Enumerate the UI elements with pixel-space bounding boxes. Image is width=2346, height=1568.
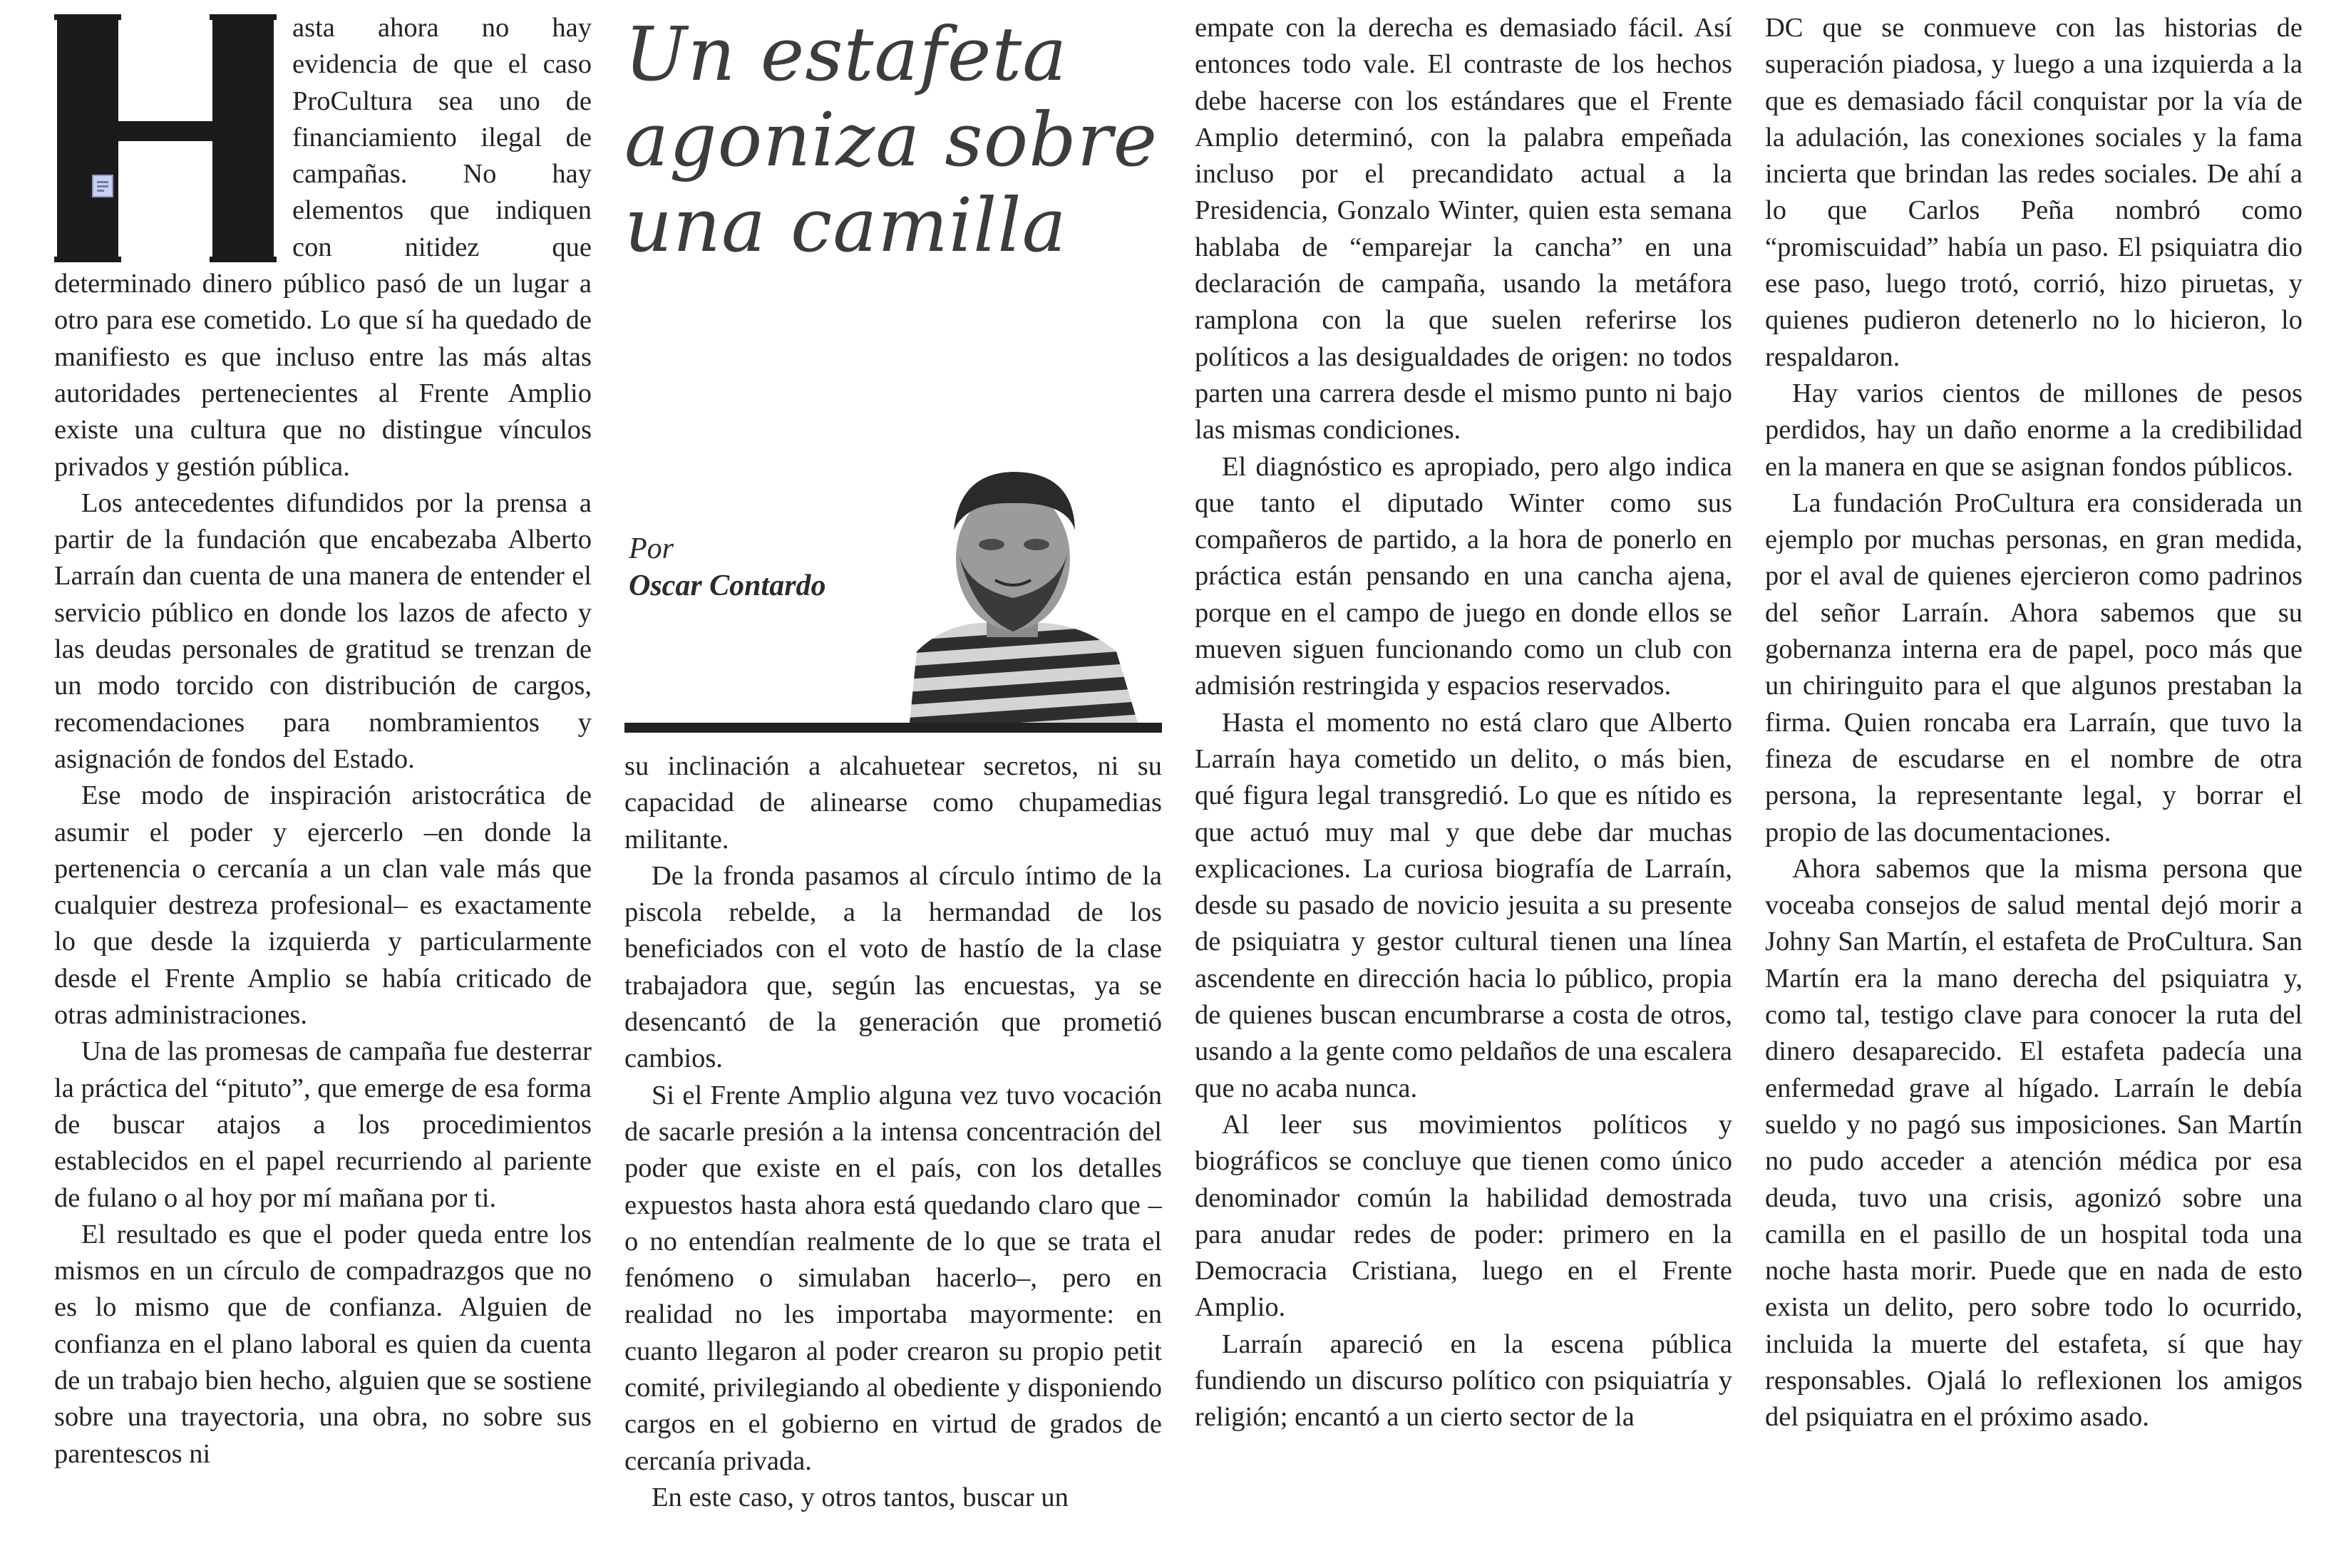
paragraph: En este caso, y otros tantos, buscar un: [652, 1482, 1069, 1512]
paragraph: La fundación ProCultura era considerada un ejemplo por muchas personas, en gran medida, por el aval de quienes ejercieron como padrinos del señor Larraín. Ahora sabemos que su gobernanza interna era de papel, poco más que un chiringuito para el que algunos prestaban la firma. Quien roncaba era Larraín, que tuvo la fineza de escudarse en el nombre de otra persona, la representante legal, y borrar el propio de las documentaciones.: [1765, 488, 2303, 847]
byline-prefix: Por: [629, 532, 674, 565]
author-name: Oscar Contardo: [629, 569, 826, 602]
article-column-1: [54, 10, 592, 1560]
article-column-2: [624, 10, 1162, 1560]
paragraph: Si el Frente Amplio alguna vez tuvo vocación de sacarle presión a la intensa concentración del poder que existe en el país, con los detalles expuestos hasta ahora está quedando claro que –o no entendían realmente de lo que se trata el fenómeno o simulaban hacerlo–, pero en realidad no les importaba mayormente: en cuanto llegaron al poder crearon su propio petit comité, privilegiando al obediente y disponiendo cargos en el gobierno en virtud de grados de cercanía privada.: [624, 1080, 1162, 1476]
paragraph: Larraín apareció en la escena pública fundiendo un discurso político con psiquiatría y religión; encantó a un cierto sector de la: [1195, 1329, 1732, 1433]
author-block: [624, 231, 1162, 748]
paragraph: asta ahora no hay evidencia de que el caso ProCultura sea uno de financiamiento ilegal de campañas. No hay elementos que indiquen con nitidez que determinado dinero público pasó de un lugar a otro para ese cometido. Lo que sí ha quedado de manifiesto es que incluso entre las más altas autoridades pertenecientes al Frente Amplio existe una cultura que no distingue vínculos privados y gestión pública.: [54, 13, 592, 482]
article-column-4: [1765, 10, 2303, 1560]
paragraph: DC que se conmueve con las historias de superación piadosa, y luego a una izquierda a la que es demasiado fácil conquistar por la vía de la adulación, las conexiones sociales y la fama incierta que brindan las redes sociales. De ahí a lo que Carlos Peña nombró como “promiscuidad” había un paso. El psiquiatra dio ese paso, luego trotó, corrió, hizo piruetas, y quienes pudieron detenerlo no lo hicieron, lo respaldaron.: [1765, 13, 2303, 372]
drop-cap-h: [54, 14, 277, 265]
paragraph: Una de las promesas de campaña fue desterrar la práctica del “pituto”, que emerge de esa forma de buscar atajos a los procedimientos establecidos en el papel recurriendo al pariente de fulano o al hoy por mí mañana por ti.: [54, 1036, 592, 1213]
paragraph: Los antecedentes difundidos por la prensa a partir de la fundación que encabezaba Alberto Larraín dan cuenta de una manera de entender el servicio público en donde los lazos de afecto y las deudas personales de gratitud se trenzan de un modo torcido con distribución de cargos, recomendaciones para nombramientos y asignación de fondos del Estado.: [54, 488, 592, 774]
headline-block: [624, 10, 1162, 269]
paragraph: su inclinación a alcahuetear secretos, ni su capacidad de alinearse como chupamedias militante.: [624, 751, 1162, 855]
paragraph: El diagnóstico es apropiado, pero algo indica que tanto el diputado Winter como sus compañeros de partido, a la hora de ponerlo en práctica están pensando en una cancha ajena, porque en el campo de juego en donde ellos se mueven siguen funcionando como un club con admisión restringida y espacios reservados.: [1195, 451, 1732, 701]
paragraph: Ese modo de inspiración aristocrática de asumir el poder y ejercerlo –en donde la pertenencia o cercanía a un clan vale más que cualquier destreza profesional– es exactamente lo que desde la izquierda y particularmente desde el Frente Amplio se había criticado de otras administraciones.: [54, 780, 592, 1031]
paragraph: El resultado es que el poder queda entre los mismos en un círculo de compadrazgos que no es lo mismo que de confianza. Alguien de confianza en el plano laboral es quien da cuenta de un trabajo bien hecho, alguien que se sostiene sobre una trayectoria, una obra, no sobre sus parentescos ni: [54, 1219, 592, 1469]
headline: Un estafeta agoniza sobre una camilla: [624, 11, 1158, 269]
paragraph: Hasta el momento no está claro que Alberto Larraín haya cometido un delito, o más bien, qué figura legal transgredió. Lo que es nítido es que actuó muy mal y que debe dar muchas explicaciones. La curiosa biografía de Larraín, desde su pasado de novicio jesuita a su presente de psiquiatra y gestor cultural tienen una línea ascendente en dirección hacia lo público, propia de quienes buscan encumbrarse a costa de otros, usando a la gente como peldaños de una escalera que no acaba nunca.: [1195, 707, 1732, 1103]
divider-rule: [624, 723, 1162, 733]
paragraph: Hay varios cientos de millones de pesos perdidos, hay un daño enorme a la credibilidad en la manera en que se asignan fondos públicos.: [1765, 378, 2303, 482]
paragraph: De la fronda pasamos al círculo íntimo de la piscola rebelde, a la hermandad de los beneficiados con el voto de hastío de la clase trabajadora que, según las encuestas, ya se desencantó de la generación que prometió cambios.: [624, 860, 1162, 1074]
paragraph: empate con la derecha es demasiado fácil. Así entonces todo vale. El contraste de los hechos debe hacerse con los estándares que el Frente Amplio determinó, con la palabra empeñada incluso por el precandidato actual a la Presidencia, Gonzalo Winter, quien esta semana hablaba de “emparejar la cancha” en una declaración de campaña, usando la metáfora ramplona con la que suelen referirse los políticos a las desigualdades de origen: no todos parten una carrera desde el mismo punto ni bajo las mismas condiciones.: [1195, 13, 1732, 445]
article-column-3: [1195, 10, 1732, 1560]
byline: [629, 530, 826, 604]
author-photo: [867, 438, 1161, 723]
paragraph: Al leer sus movimientos políticos y biográficos se concluye que tienen como único denominador común la habilidad demostrada para anudar redes de poder: primero en la Democracia Cristiana, luego en el Frente Amplio.: [1195, 1109, 1732, 1323]
paragraph: Ahora sabemos que la misma persona que voceaba consejos de salud mental dejó morir a Johny San Martín, el estafeta de ProCultura. San Martín era la mano derecha del psiquiatra y, como tal, testigo clave para conocer la ruta del dinero desaparecido. El estafeta padecía una enfermedad grave al hígado. Larraín le debía sueldo y no pagó sus imposiciones. San Martín no pudo acceder a atención médica por esa deuda, tuvo una crisis, agonizó sobre una camilla en el pasillo de un hospital toda una noche hasta morir. Puede que en nada de esto exista un delito, pero sobre todo lo ocurrido, incluida la muerte del estafeta, sí que hay responsables. Ojalá lo reflexionen los amigos del psiquiatra en el próximo asado.: [1765, 853, 2303, 1433]
